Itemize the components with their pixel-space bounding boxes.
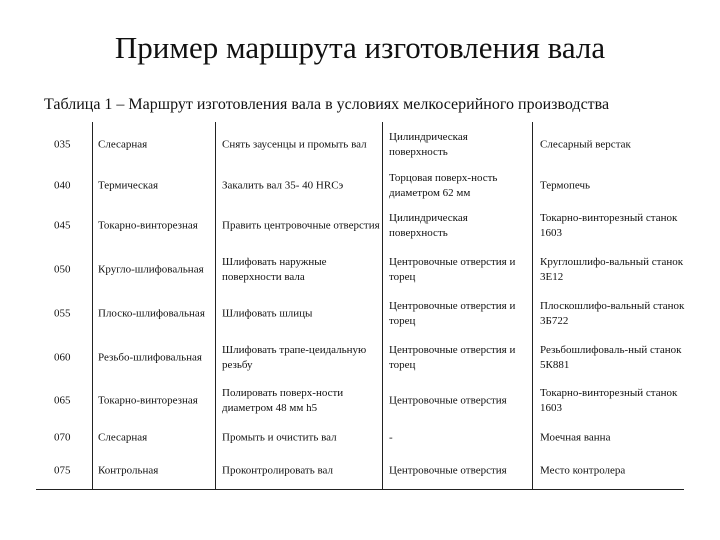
column-divider: [92, 122, 93, 490]
base-surface: -: [389, 431, 393, 444]
column-divider: [215, 122, 216, 490]
operation-name: Плоско-шлифовальная: [98, 307, 205, 320]
operation-name: Токарно-винторезная: [98, 394, 198, 407]
operation-name: Кругло-шлифовальная: [98, 263, 204, 276]
base-surface: Центровочные отверстия и торец: [389, 300, 516, 327]
operation-content: Снять заусенцы и промыть вал: [222, 138, 367, 151]
operation-number: 045: [54, 219, 71, 232]
operation-name: Контрольная: [98, 464, 159, 477]
equipment: Круглошлифо-вальный станок 3Е12: [540, 256, 684, 283]
equipment: Слесарный верстак: [540, 138, 631, 151]
base-surface: Торцовая поверх-ность диаметром 62 мм: [389, 172, 498, 199]
operation-content: Шлифовать наружные поверхности вала: [222, 256, 327, 283]
equipment: Резьбошлифоваль-ный станок 5К881: [540, 344, 682, 371]
operation-number: 035: [54, 138, 71, 151]
operation-name: Слесарная: [98, 138, 148, 151]
base-surface: Центровочные отверстия и торец: [389, 256, 516, 283]
operation-name: Резьбо-шлифовальная: [98, 351, 202, 364]
operation-name: Слесарная: [98, 431, 148, 444]
equipment: Плоскошлифо-вальный станок 3Б722: [540, 300, 685, 327]
operation-number: 075: [54, 464, 71, 477]
operation-content: Закалить вал 35- 40 HRCэ: [222, 179, 344, 192]
equipment: Токарно-винторезный станок 1603: [540, 212, 678, 239]
page-title: Пример маршрута изготовления вала: [114, 30, 606, 65]
operation-content: Править центровочные отверстия: [222, 219, 380, 232]
operation-content: Шлифовать трапе-цеидальную резьбу: [222, 344, 367, 371]
operation-number: 070: [54, 431, 71, 444]
equipment: Термопечь: [540, 179, 591, 192]
base-surface: Центровочные отверстия и торец: [389, 344, 516, 371]
operation-content: Проконтролировать вал: [222, 464, 334, 477]
base-surface: Центровочные отверстия: [389, 464, 507, 477]
operation-name: Термическая: [98, 179, 159, 192]
operation-content: Шлифовать шлицы: [222, 307, 313, 320]
table-bottom-border: [36, 489, 684, 490]
operation-number: 060: [54, 351, 71, 364]
base-surface: Цилиндрическая поверхность: [389, 212, 468, 239]
base-surface: Цилиндрическая поверхность: [389, 131, 468, 158]
operation-name: Токарно-винторезная: [98, 219, 198, 232]
base-surface: Центровочные отверстия: [389, 394, 507, 407]
column-divider: [532, 122, 533, 490]
column-divider: [382, 122, 383, 490]
operation-number: 065: [54, 394, 71, 407]
operation-content: Полировать поверх-ности диаметром 48 мм h5: [222, 387, 344, 414]
equipment: Моечная ванна: [540, 431, 611, 444]
equipment: Токарно-винторезный станок 1603: [540, 387, 678, 414]
table-caption: Таблица 1 – Маршрут изготовления вала в условиях мелкосерийного производства: [44, 96, 610, 113]
operation-content: Промыть и очистить вал: [222, 431, 337, 444]
operation-number: 055: [54, 307, 71, 320]
equipment: Место контролера: [540, 464, 626, 477]
operation-number: 050: [54, 263, 71, 276]
operation-number: 040: [54, 179, 71, 192]
